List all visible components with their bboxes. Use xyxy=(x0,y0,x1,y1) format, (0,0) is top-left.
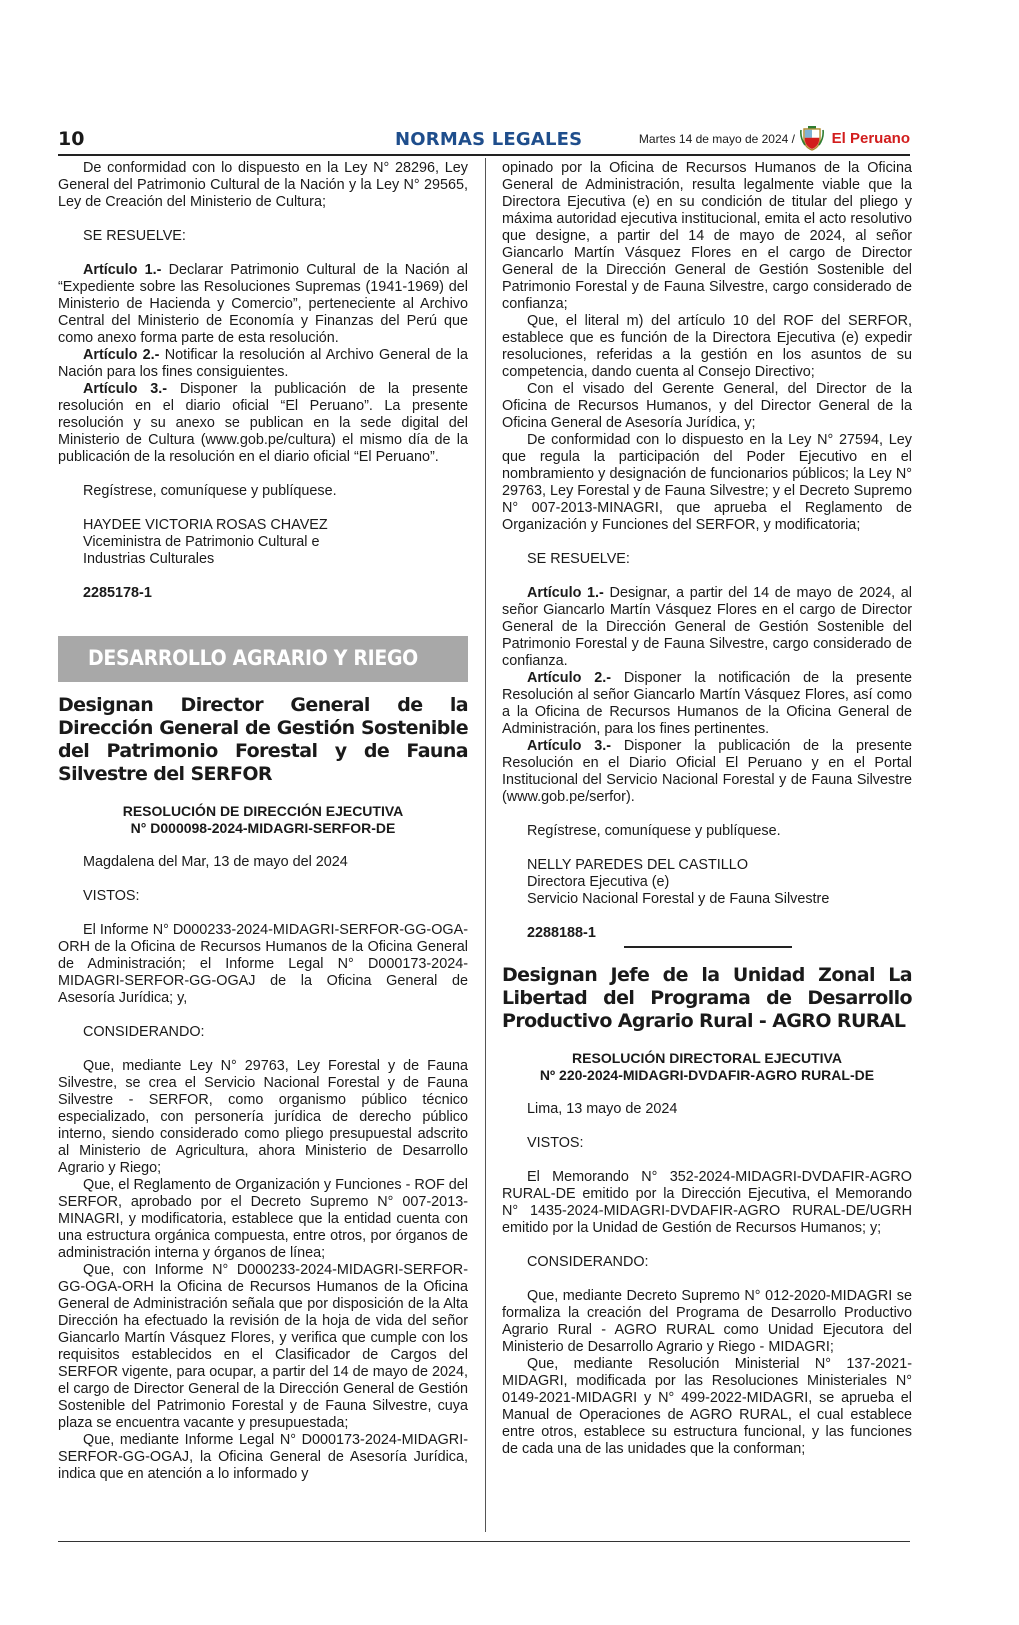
closing-formula: Regístrese, comuníquese y publíquese. xyxy=(527,823,781,839)
section-banner: DESARROLLO AGRARIO Y RIEGO xyxy=(58,636,468,682)
paragraph: Que, mediante Resolución Ministerial N° 137-2021-MIDAGRI, modificada por las Resoluciones Ministeriales N° 0149-2021-MIDAGRI y N° 499-2022-MIDAGRI, se aprueba el Manual de Operaciones de AGRO RURAL, el cual establece entre otros, establece su estructura funcional, y las funciones de cada una de las unidades que la conforman; xyxy=(502,1356,912,1457)
closing-formula: Regístrese, comuníquese y publíquese. xyxy=(83,483,337,499)
left-column xyxy=(58,160,468,1483)
resuelve-heading: SE RESUELVE: xyxy=(83,228,186,244)
section-title: NORMAS LEGALES xyxy=(395,129,583,150)
paragraph: De conformidad con lo dispuesto en la Ley N° 28296, Ley General del Patrimonio Cultural de la Nación y la Ley N° 29565, Ley de Creación del Ministerio de Cultura; xyxy=(58,160,468,210)
paragraph: El Informe N° D000233-2024-MIDAGRI-SERFOR-GG-OGA-ORH de la Oficina de Recursos Humanos de la Oficina General de Administración; el Informe Legal N° D000173-2024- MIDAGRI-SERFOR-GG-OGAJ de la Oficina General de Asesoría Jurídica; y, xyxy=(58,922,468,1006)
resolution-title: RESOLUCIÓN DE DIRECCIÓN EJECUTIVA xyxy=(122,803,404,819)
paragraph: Que, mediante Informe Legal N° D000173-2024-MIDAGRI-SERFOR-GG-OGAJ, la Oficina General de Asesoría Jurídica, indica que en atención a lo informado y xyxy=(58,1432,468,1482)
article-1: Artículo 1.- Designar, a partir del 14 de mayo de 2024, al señor Giancarlo Martín Vásquez Flores en el cargo de Director General de la Dirección General de Gestión Sostenible del Patrimonio Forestal y de Fauna Silvestre, cargo considerado de confianza. xyxy=(502,585,912,669)
brand-name: El Peruano xyxy=(831,130,910,147)
signatory-role: Industrias Culturales xyxy=(83,551,215,567)
resolution-number: Nº 220-2024-MIDAGRI-DVDAFIR-AGRO RURAL-DE xyxy=(539,1067,875,1083)
considerando-heading: CONSIDERANDO: xyxy=(527,1254,649,1270)
paragraph: Que, el literal m) del artículo 10 del ROF del SERFOR, establece que es función de la Directora Ejecutiva (e) expedir resoluciones, referidas a la gestión en los asuntos de su competencia, dando cuenta al Consejo Directivo; xyxy=(502,313,912,380)
resolution-number: N° D000098-2024-MIDAGRI-SERFOR-DE xyxy=(130,820,396,836)
signatory-name: HAYDEE VICTORIA ROSAS CHAVEZ xyxy=(83,517,328,533)
page-number: 10 xyxy=(58,128,85,150)
resuelve-heading: SE RESUELVE: xyxy=(527,551,630,567)
footer-rule xyxy=(58,1541,910,1542)
publication-code: 2288188-1 xyxy=(527,925,596,941)
vistos-heading: VISTOS: xyxy=(83,888,140,904)
column-divider xyxy=(485,158,486,1532)
considerando-heading: CONSIDERANDO: xyxy=(83,1024,205,1040)
vistos-heading: VISTOS: xyxy=(527,1135,584,1151)
paragraph: Que, el Reglamento de Organización y Funciones - ROF del SERFOR, aprobado por el Decreto Supremo N° 007-2013-MINAGRI, y modificatoria, establece que la entidad cuenta con una estructura orgánica compuesta, entre otros, por órganos de administración interna y órganos de línea; xyxy=(58,1177,468,1261)
issue-date: Martes 14 de mayo de 2024 / xyxy=(638,132,795,146)
article-headline: Designan Jefe de la Unidad Zonal La Libertad del Programa de Desarrollo Productivo Agrario Rural - AGRO RURAL xyxy=(502,964,912,1032)
signatory-role: Viceministra de Patrimonio Cultural e xyxy=(83,534,320,550)
place-date: Magdalena del Mar, 13 de mayo del 2024 xyxy=(83,854,348,870)
article-3: Artículo 3.- Disponer la publicación de la presente resolución en el diario oficial “El Peruano”. La presente resolución y su anexo se publican en la sede digital del Ministerio de Cultura (www.gob.pe/cultura) el mismo día de la publicación de la resolución en el diario oficial “El Peruano”. xyxy=(58,381,468,465)
header-rule xyxy=(58,154,910,156)
paragraph: opinado por la Oficina de Recursos Humanos de la Oficina General de Administración, resulta legalmente viable que la Directora Ejecutiva (e) en su condición de titular del pliego y máxima autoridad ejecutiva institucional, emita el acto resolutivo que designe, a partir del 14 de mayo de 2024, al señor Giancarlo Martín Vásquez Flores en el cargo de Director General de la Dirección General de Gestión Sostenible del Patrimonio Forestal y de Fauna Silvestre, cargo considerado de confianza; xyxy=(502,160,912,312)
paragraph: Que, mediante Ley N° 29763, Ley Forestal y de Fauna Silvestre, se crea el Servicio Nacional Forestal y de Fauna Silvestre - SERFOR, como organismo público técnico especializado, con personería jurídica de derecho público interno, siendo considerado como pliego presupuestal adscrito al Ministerio de Agricultura, ahora Ministerio de Desarrollo Agrario y Riego; xyxy=(58,1058,468,1176)
peru-coat-of-arms-icon xyxy=(800,126,824,152)
paragraph: Con el visado del Gerente General, del Director de la Oficina de Recursos Humanos, y del Director General de la Oficina General de Asesoría Jurídica, y; xyxy=(502,381,912,431)
paragraph: Que, mediante Decreto Supremo N° 012-2020-MIDAGRI se formaliza la creación del Programa de Desarrollo Productivo Agrario Rural - AGRO RURAL como Unidad Ejecutora del Ministerio de Desarrollo Agrario y Riego - MIDAGRI; xyxy=(502,1288,912,1355)
article-3: Artículo 3.- Disponer la publicación de la presente Resolución en el Diario Oficial El Peruano y en el Portal Institucional del Servicio Nacional Forestal y de Fauna Silvestre (www.gob.pe/serfor). xyxy=(502,738,912,805)
paragraph: Que, con Informe N° D000233-2024-MIDAGRI-SERFOR-GG-OGA-ORH la Oficina de Recursos Humanos de la Oficina General de Administración señala que por disposición de la Alta Dirección ha efectuado la revisión de la hoja de vida del señor Giancarlo Martín Vásquez Flores, y verifica que cumple con los requisitos establecidos en el Clasificador de Cargos del SERFOR vigente, para ocupar, a partir del 14 de mayo de 2024, el cargo de Director General de la Dirección General de Gestión Sostenible del Patrimonio Forestal y de Fauna Silvestre, cuya plaza se encuentra vacante y presupuestada; xyxy=(58,1262,468,1431)
resolution-title: RESOLUCIÓN DIRECTORAL EJECUTIVA xyxy=(572,1050,842,1066)
article-1: Artículo 1.- Declarar Patrimonio Cultural de la Nación al “Expediente sobre las Resoluciones Supremas (1941-1969) del Ministerio de Hacienda y Comercio”, perteneciente al Archivo Central del Ministerio de Economía y Finanzas del Perú que como anexo forma parte de esta resolución. xyxy=(58,262,468,346)
signatory-name: NELLY PAREDES DEL CASTILLO xyxy=(527,857,749,873)
right-column xyxy=(502,160,912,1458)
page-header xyxy=(58,128,910,154)
paragraph: De conformidad con lo dispuesto en la Ley N° 27594, Ley que regula la participación del Poder Ejecutivo en el nombramiento y designación de funcionarios públicos; la Ley N° 29763, Ley Forestal y de Fauna Silvestre; y el Decreto Supremo N° 007-2013-MINAGRI, que aprueba el Reglamento de Organización y Funciones del SERFOR, y modificatoria; xyxy=(502,432,912,533)
article-2: Artículo 2.- Notificar la resolución al Archivo General de la Nación para los fines consiguientes. xyxy=(58,347,468,380)
signatory-role: Directora Ejecutiva (e) xyxy=(527,874,670,890)
place-date: Lima, 13 mayo de 2024 xyxy=(527,1101,678,1117)
article-2: Artículo 2.- Disponer la notificación de la presente Resolución al señor Giancarlo Martín Vásquez Flores, así como a la Oficina de Recursos Humanos de la Oficina General de Administración, para los fines pertinentes. xyxy=(502,670,912,737)
publication-code: 2285178-1 xyxy=(83,585,152,601)
signatory-role: Servicio Nacional Forestal y de Fauna Silvestre xyxy=(527,891,830,907)
paragraph: El Memorando N° 352-2024-MIDAGRI-DVDAFIR-AGRO RURAL-DE emitido por la Dirección Ejecutiva, el Memorando N° 1435-2024-MIDAGRI-DVDAFIR-AGRO RURAL-DE/UGRH emitido por la Unidad de Gestión de Recursos Humanos; y; xyxy=(502,1169,912,1236)
article-headline: Designan Director General de la Dirección General de Gestión Sostenible del Patrimonio Forestal y de Fauna Silvestre del SERFOR xyxy=(58,694,468,785)
